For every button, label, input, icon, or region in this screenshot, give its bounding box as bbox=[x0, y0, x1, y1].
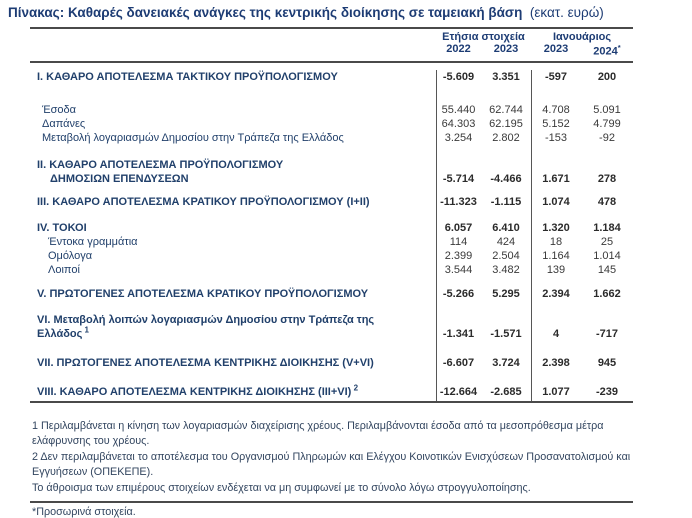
row-label bbox=[30, 131, 436, 145]
year-jan-2024-text: 2024 bbox=[593, 45, 618, 58]
row-label-text: ΙV. ΤΟΚΟΙ bbox=[37, 221, 87, 234]
cell-annual-2022: 6.057 bbox=[444, 221, 473, 234]
table-row bbox=[30, 158, 633, 186]
row-label bbox=[30, 385, 436, 399]
provisional-asterisk: * bbox=[617, 43, 621, 52]
table-row bbox=[30, 235, 633, 249]
row-label-text: ΙΙΙ. ΚΑΘΑΡΟ ΑΠΟΤΕΛΕΣΜΑ ΚΡΑΤΙΚΟΥ ΠΡΟΫΠΟΛΟΓΙΣΜΟΥ (Ι+ΙΙ) bbox=[37, 195, 370, 208]
cell-jan-2024: 25 bbox=[600, 235, 614, 248]
row-label bbox=[30, 263, 436, 277]
header-groups-row bbox=[30, 31, 633, 43]
year-annual-2023: 2023 bbox=[493, 43, 519, 55]
cell-annual-2022: -11.323 bbox=[440, 195, 477, 208]
table-row bbox=[30, 131, 633, 145]
cell-jan-2023: 5.152 bbox=[542, 117, 570, 130]
cell-annual-2023: 3.351 bbox=[492, 70, 520, 83]
cell-jan-2023: 1.671 bbox=[542, 172, 570, 185]
cell-jan-2024: 4.799 bbox=[593, 117, 621, 130]
table-row bbox=[30, 356, 633, 370]
cell-annual-2022: 2.399 bbox=[444, 249, 473, 262]
cell-jan-2024: 1.014 bbox=[593, 249, 621, 262]
footnote-marker: 2 bbox=[351, 383, 359, 392]
header-years-row bbox=[30, 43, 633, 58]
cell-jan-2023: 1.164 bbox=[542, 249, 570, 262]
units-label: (εκατ. ευρώ) bbox=[529, 5, 604, 20]
page-title bbox=[8, 5, 692, 20]
cell-annual-2022: 3.544 bbox=[444, 263, 473, 276]
cell-annual-2022: -5.714 bbox=[442, 172, 475, 185]
year-annual-2022: 2022 bbox=[446, 43, 471, 55]
provisional-note: *Προσωρινά στοιχεία. bbox=[32, 506, 136, 518]
row-label bbox=[30, 103, 436, 117]
year-jan-2024 bbox=[581, 43, 633, 58]
cell-jan-2024: -717 bbox=[595, 327, 619, 340]
cell-annual-2023: 3.482 bbox=[492, 263, 520, 276]
table-row bbox=[30, 103, 633, 117]
row-label-line2: ΔΗΜΟΣΙΩΝ ΕΠΕΝΔΥΣΕΩΝ bbox=[50, 172, 189, 185]
cell-annual-2022: -5.609 bbox=[442, 70, 475, 83]
table-row bbox=[30, 313, 633, 341]
cell-jan-2023: -153 bbox=[544, 131, 568, 144]
cell-annual-2023: 2.504 bbox=[492, 249, 520, 262]
table-body bbox=[30, 70, 633, 403]
cell-jan-2023: 1.074 bbox=[542, 195, 570, 208]
footnotes bbox=[32, 419, 632, 497]
cell-annual-2022: 55.440 bbox=[441, 103, 476, 116]
cell-annual-2023: -2.685 bbox=[490, 385, 522, 398]
row-label-text: ΙΙ. ΚΑΘΑΡΟ ΑΠΟΤΕΛΕΣΜΑ ΠΡΟΫΠΟΛΟΓΙΣΜΟΥ bbox=[37, 158, 284, 171]
table-row bbox=[30, 70, 633, 84]
rounding-note: Το άθροισμα των επιμέρους στοιχείων ενδέχεται να μη συμφωνεί με το σύνολο λόγω στρογγυλοποίησης. bbox=[32, 481, 531, 494]
cell-annual-2022: 3.254 bbox=[444, 131, 473, 144]
cell-jan-2024: 478 bbox=[597, 195, 617, 208]
cell-annual-2022: -1.341 bbox=[442, 327, 475, 340]
header-group-january: Ιανουάριος bbox=[552, 31, 612, 43]
cell-jan-2024: 278 bbox=[597, 172, 617, 185]
cell-jan-2023: 18 bbox=[549, 235, 563, 248]
cell-annual-2023: 62.744 bbox=[489, 103, 523, 116]
cell-annual-2022: -12.664 bbox=[439, 385, 478, 398]
cell-annual-2023: 2.802 bbox=[492, 131, 520, 144]
row-label bbox=[30, 70, 436, 84]
cell-annual-2023: 5.295 bbox=[492, 287, 520, 300]
row-label-text: Έσοδα bbox=[42, 103, 77, 116]
row-label-text: Έντοκα γραμμάτια bbox=[48, 235, 138, 248]
row-label-text: VΙΙΙ. ΚΑΘΑΡΟ ΑΠΟΤΕΛΕΣΜΑ ΚΕΝΤΡΙΚΗΣ ΔΙΟΙΚΗΣΗΣ (ΙΙΙ+VΙ) bbox=[37, 385, 352, 398]
table-row bbox=[30, 117, 633, 131]
row-label-text: Μεταβολή λογαριασμών Δημοσίου στην Τράπεζα της Ελλάδος bbox=[42, 131, 344, 144]
document-page bbox=[0, 5, 692, 518]
year-jan-2023: 2023 bbox=[543, 43, 569, 55]
table-row bbox=[30, 249, 633, 263]
row-label bbox=[30, 356, 436, 370]
cell-annual-2023: -1.115 bbox=[490, 195, 522, 208]
row-label-text: Λοιποί bbox=[48, 263, 80, 276]
cell-annual-2022: 64.303 bbox=[441, 117, 476, 130]
table-row bbox=[30, 287, 633, 301]
cell-jan-2024: 5.091 bbox=[593, 103, 621, 116]
table-row bbox=[30, 385, 633, 399]
table-header bbox=[30, 27, 633, 63]
data-table bbox=[30, 27, 633, 403]
cell-annual-2022: -5.266 bbox=[442, 287, 475, 300]
cell-jan-2023: 1.320 bbox=[542, 221, 570, 234]
cell-jan-2024: 1.662 bbox=[593, 287, 621, 300]
table-row bbox=[30, 263, 633, 277]
row-label bbox=[30, 158, 436, 186]
row-label-text: VΙΙ. ΠΡΩΤΟΓΕΝΕΣ ΑΠΟΤΕΛΕΣΜΑ ΚΕΝΤΡΙΚΗΣ ΔΙΟΙΚΗΣΗΣ (V+VΙ) bbox=[37, 356, 374, 369]
footnote-1: 1 Περιλαμβάνεται η κίνηση των λογαριασμών διαχείρισης χρέους. Περιλαμβάνονται έσοδα από τα μεσοπρόθεσμα μέτρα ελάφρυνσης του χρέους. bbox=[32, 419, 604, 448]
row-label-text: V. ΠΡΩΤΟΓΕΝΕΣ ΑΠΟΤΕΛΕΣΜΑ ΚΡΑΤΙΚΟΥ ΠΡΟΫΠΟΛΟΓΙΣΜΟΥ bbox=[37, 287, 369, 300]
cell-jan-2023: 2.398 bbox=[542, 356, 570, 369]
header-group-annual: Ετήσια στοιχεία bbox=[442, 31, 525, 43]
cell-jan-2023: 4 bbox=[552, 327, 560, 340]
table-row bbox=[30, 195, 633, 209]
cell-annual-2023: 424 bbox=[496, 235, 516, 248]
row-label bbox=[30, 235, 436, 249]
cell-jan-2024: 1.184 bbox=[593, 221, 621, 234]
cell-jan-2024: -92 bbox=[599, 131, 615, 144]
footer-divider bbox=[30, 501, 633, 503]
cell-annual-2023: -1.571 bbox=[490, 327, 522, 340]
header-spacer bbox=[30, 31, 436, 43]
cell-annual-2022: 114 bbox=[449, 235, 468, 248]
cell-jan-2023: 4.708 bbox=[542, 103, 570, 116]
row-label-text: Δαπάνες bbox=[42, 117, 86, 130]
row-label bbox=[30, 195, 436, 209]
cell-jan-2024: 200 bbox=[597, 70, 617, 83]
page-title-text: Πίνακας: Καθαρές δανειακές ανάγκες της κεντρικής διοίκησης σε ταμειακή βάση bbox=[8, 5, 523, 20]
row-label-text: Ι. ΚΑΘΑΡΟ ΑΠΟΤΕΛΕΣΜΑ ΤΑΚΤΙΚΟΥ ΠΡΟΫΠΟΛΟΓΙΣΜΟΥ bbox=[37, 70, 338, 83]
row-label bbox=[30, 249, 436, 263]
header-spacer bbox=[30, 43, 436, 58]
footnote-2: 2 Δεν περιλαμβάνεται το αποτέλεσμα του Οργανισμού Πληρωμών και Ελέγχου Κοινοτικών Ενισχύσεων Προσανατολισμού και Εγγυήσεων (ΟΠΕΚΕΠΕ). bbox=[32, 450, 631, 479]
footnote-marker: 1 bbox=[82, 325, 89, 334]
row-label-text: VΙ. Μεταβολή λοιπών λογαριασμών Δημοσίου στην Τράπεζα της Ελλάδος bbox=[37, 313, 375, 340]
column-divider-middle bbox=[531, 70, 532, 401]
row-label bbox=[30, 287, 436, 301]
cell-jan-2023: 2.394 bbox=[542, 287, 570, 300]
cell-jan-2023: 139 bbox=[546, 263, 566, 276]
cell-annual-2023: 3.724 bbox=[492, 356, 520, 369]
cell-jan-2024: -239 bbox=[595, 385, 619, 398]
cell-annual-2023: -4.466 bbox=[490, 172, 522, 185]
cell-annual-2023: 6.410 bbox=[492, 221, 520, 234]
row-label-text: Ομόλογα bbox=[48, 249, 93, 262]
cell-jan-2024: 145 bbox=[597, 263, 617, 276]
cell-jan-2023: -597 bbox=[544, 70, 568, 83]
row-label bbox=[30, 313, 436, 341]
row-label bbox=[30, 117, 436, 131]
row-label bbox=[30, 221, 436, 235]
cell-jan-2023: 1.077 bbox=[542, 385, 570, 398]
table-row bbox=[30, 221, 633, 235]
cell-annual-2022: -6.607 bbox=[442, 356, 475, 369]
cell-jan-2024: 945 bbox=[597, 356, 617, 369]
column-divider-left bbox=[436, 70, 437, 401]
cell-annual-2023: 62.195 bbox=[489, 117, 523, 130]
